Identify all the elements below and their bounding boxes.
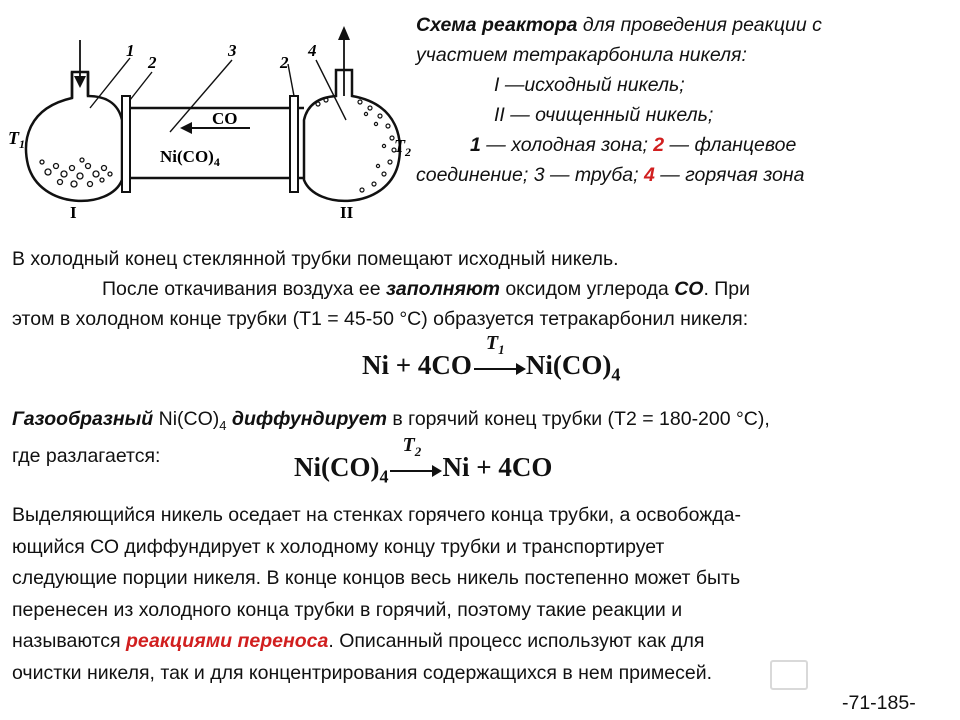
- eq2-left: Ni(CO): [294, 452, 380, 482]
- eq1-left: Ni + 4CO: [362, 350, 472, 380]
- label-roman-1: I: [70, 203, 77, 222]
- caption-line-1: Схема реактора для проведения реакции с: [416, 14, 822, 36]
- caption-line-5: 1 — холодная зона; 2 — фланцевое: [470, 134, 797, 156]
- label-2-right: 2: [280, 53, 289, 72]
- caption-line-3: I —исходный никель;: [494, 74, 685, 96]
- label-2-left: 2: [148, 53, 157, 72]
- p1-line-1: В холодный конец стеклянной трубки помещают исходный никель.: [12, 248, 619, 270]
- equation-2: $Ni(CO)_4$ $T_2$ Ni + 4CO: [294, 433, 553, 487]
- p1-line-3: этом в холодном конце трубки (Т1 = 45-50 °С) образуется тетракарбонил никеля:: [12, 308, 749, 330]
- p3-line-2: ющийся СО диффундирует к холодному концу трубки и транспортирует: [12, 535, 665, 558]
- p2-line-1: Газообразный $Ni(CO)_4$ диффундирует в горячий конец трубки (Т2 = 180-200 °С),: [12, 408, 770, 433]
- label-nico: $Ni(CO)_4$: [160, 147, 220, 169]
- p3-line-5: называются реакциями переноса. Описанный процесс используют как для: [12, 630, 705, 652]
- label-3: 3: [228, 41, 237, 60]
- eq2-right: Ni + 4CO: [442, 452, 553, 482]
- caption-line-2: участием тетракарбонила никеля:: [416, 44, 747, 66]
- label-co: CO: [212, 109, 238, 128]
- watermark-icon: [770, 660, 808, 690]
- caption-line-4: II — очищенный никель;: [494, 104, 714, 126]
- transport-reactions-term: реакциями переноса: [125, 630, 329, 652]
- label-t2: $T_2$: [394, 136, 411, 159]
- label-4: 4: [308, 41, 317, 60]
- p3-line-4: перенесен из холодного конца трубки в горячий, поэтому такие реакции и: [12, 598, 683, 621]
- p2-line-2: где разлагается:: [12, 444, 161, 467]
- eq2-arrow-icon: $T_2$: [388, 460, 442, 480]
- p3-line-3: следующие порции никеля. В конце концов весь никель постепенно может быть: [12, 567, 741, 589]
- label-t1: $T_1$: [8, 128, 25, 151]
- paragraph-3: [12, 500, 741, 689]
- caption-title: Схема реактора: [416, 14, 578, 36]
- p1-line-2: После откачивания воздуха ее заполняют оксидом углерода СО. При: [102, 278, 751, 300]
- eq1-arrow-icon: $T_1$: [472, 358, 526, 378]
- caption: [416, 10, 822, 190]
- equation-1: Ni + 4CO $T_1$ $Ni(CO)_4$: [362, 331, 621, 385]
- p3-line-1: Выделяющийся никель оседает на стенках горячего конца трубки, а освобожда-: [12, 504, 741, 526]
- label-1: 1: [126, 41, 135, 60]
- p3-line-6: очистки никеля, так и для концентрирования содержащихся в нем примесей.: [12, 661, 713, 684]
- label-roman-2: II: [340, 203, 354, 222]
- paragraph-1: [12, 244, 750, 328]
- page-number: -71-185-: [842, 692, 916, 714]
- caption-line-6: соединение; 3 — труба; 4 — горячая зона: [416, 164, 805, 186]
- eq1-right: Ni(CO): [525, 350, 612, 380]
- reactor-diagram: [0, 0, 410, 225]
